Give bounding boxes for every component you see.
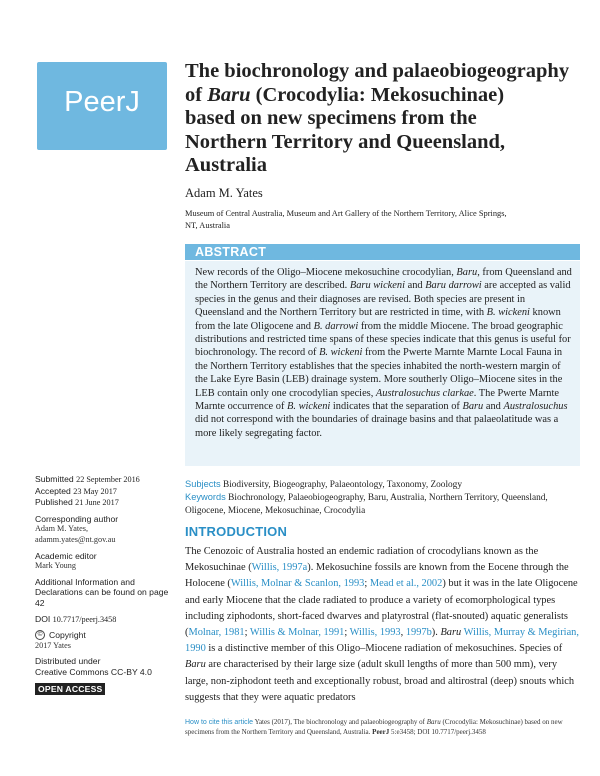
title-line-3: based on new specimens from the (185, 107, 477, 129)
citation-link[interactable]: Willis, 1997a (251, 562, 308, 574)
article-title (185, 60, 585, 178)
license-link[interactable]: Creative Commons CC-BY 4.0 (35, 666, 152, 677)
citation-link[interactable]: Willis, 1993 (349, 627, 401, 639)
author-email-link[interactable]: adamm.yates@nt.gov.au (35, 534, 116, 544)
title-line-2: of Baru (Crocodylia: Mekosuchinae) (185, 83, 505, 106)
citation-link[interactable]: Mead et al., 2002 (369, 578, 443, 590)
abstract-heading: ABSTRACT (195, 245, 267, 259)
citation-link[interactable]: Willis, Molnar & Scanlon, 1993 (230, 578, 365, 590)
citation-link[interactable]: 1997b (405, 627, 432, 639)
corresponding-author-block: Corresponding author Adam M. Yates, adamm.yates@nt.gov.au (35, 514, 175, 546)
introduction-heading: INTRODUCTION (185, 524, 288, 539)
license-block: Distributed under Creative Commons CC-BY 4.0 (35, 656, 175, 677)
keywords-line: Keywords Biochronology, Palaeobiogeography, Baru, Australia, Northern Territory, Queensland, Oligocene, Miocene, Mekosuchinae, Crocodylia (185, 492, 548, 516)
academic-editor-block: Academic editor Mark Young (35, 550, 97, 571)
abstract-header (185, 244, 580, 260)
citation-link[interactable]: Molnar, 1981 (188, 627, 245, 639)
logo-text: PeerJ (64, 86, 140, 118)
author-name: Adam M. Yates (185, 186, 263, 200)
subjects-keywords (185, 478, 580, 517)
article-sidebar (35, 474, 175, 695)
citation-link[interactable]: Willis & Molnar, 1991 (249, 627, 345, 639)
copyright-icon: © (35, 630, 45, 640)
affiliation: Museum of Central Australia, Museum and Art Gallery of the Northern Territory, Alice Springs, NT, Australia (185, 209, 507, 230)
copyright-block: © Copyright 2017 Yates (35, 630, 86, 650)
subjects-line: Subjects Biodiversity, Biogeography, Palaeontology, Taxonomy, Zoology (185, 479, 462, 490)
doi-block: DOI 10.7717/peerj.3458 (35, 613, 117, 624)
citation-link[interactable]: Willis, Murray & Megirian, 1990 (185, 627, 579, 655)
abstract-text: New records of the Oligo–Miocene mekosuchine crocodylian, Baru, from Queensland and the Northern Territory are described. Baru wickeni and Baru darrowi are accepted as valid species in the genus and their diagnoses are revised. Both species are present in Queensland and the Northern Territory but are restricted in time, with B. wickeni known from the late Oligocene and B. darrowi from the middle Miocene. The broad geographic distributions and restricted time spans of these species indicate that this genus is useful for biochronology. The record of B. wickeni from the Pwerte Marnte Marnte Local Fauna in the Northern Territory establishes that the species inhabited the north-western margin of the Lake Eyre Basin (LEB) drainage system. More southerly Oligo–Miocene sites in the LEB contain only one crocodylian species, Australosuchus clarkae. The Pwerte Marnte Marnte occurrence of B. wickeni indicates that the separation of Baru and Australosuchus did not correspond with the boundaries of drainage basins and that palaeolatitude was a more likely segregating factor. (195, 267, 572, 439)
dates-block: Submitted 22 September 2016 Accepted 23 May 2017 Published 21 June 2017 (35, 474, 140, 508)
doi-link[interactable]: 10.7717/peerj.3458 (52, 614, 117, 624)
title-line-4: Northern Territory and Queensland, (185, 130, 506, 153)
additional-info-block: Additional Information and Declarations can be found on page 42 (35, 576, 169, 608)
peerj-logo (37, 62, 167, 150)
title-line-1: The biochronology and palaeobiogeography (185, 60, 570, 82)
how-to-cite-footer: How to cite this article Yates (2017), The biochronology and palaeobiogeography of Baru (Crocodylia: Mekosuchinae) based on new specimens from the Northern Territory and Queensland, Australia. PeerJ 5:e3458; DOI 10.7717/peerj.3458 (185, 718, 563, 736)
introduction-text: The Cenozoic of Australia hosted an endemic radiation of crocodylians known as the Mekosuchinae (Willis, 1997a). Mekosuchine fossils are known from the Eocene through the Holocene (Willis, Molnar & Scanlon, 1993; Mead et al., 2002) but it was in the late Oligocene and early Miocene that the clade radiated to produce a variety of ecomorphological types including ziphodonts, short-faced dwarves and platyrostral (flat-snouted) aquatic generalists (Molnar, 1981; Willis & Molnar, 1991; Willis, 1993, 1997b). Baru Willis, Murray & Megirian, 1990 is a distinctive member of this Oligo–Miocene radiation of mekosuchines. Species of Baru are characterised by their large size (adult skull lengths of more than 500 mm), very large, non-ziphodont teeth and exceptionally robust, broad and altirostral (deep) snouts which suggests that they were aquatic predators (185, 546, 579, 703)
title-line-5: Australia (185, 154, 267, 176)
open-access-badge: OPEN ACCESS (35, 683, 105, 696)
